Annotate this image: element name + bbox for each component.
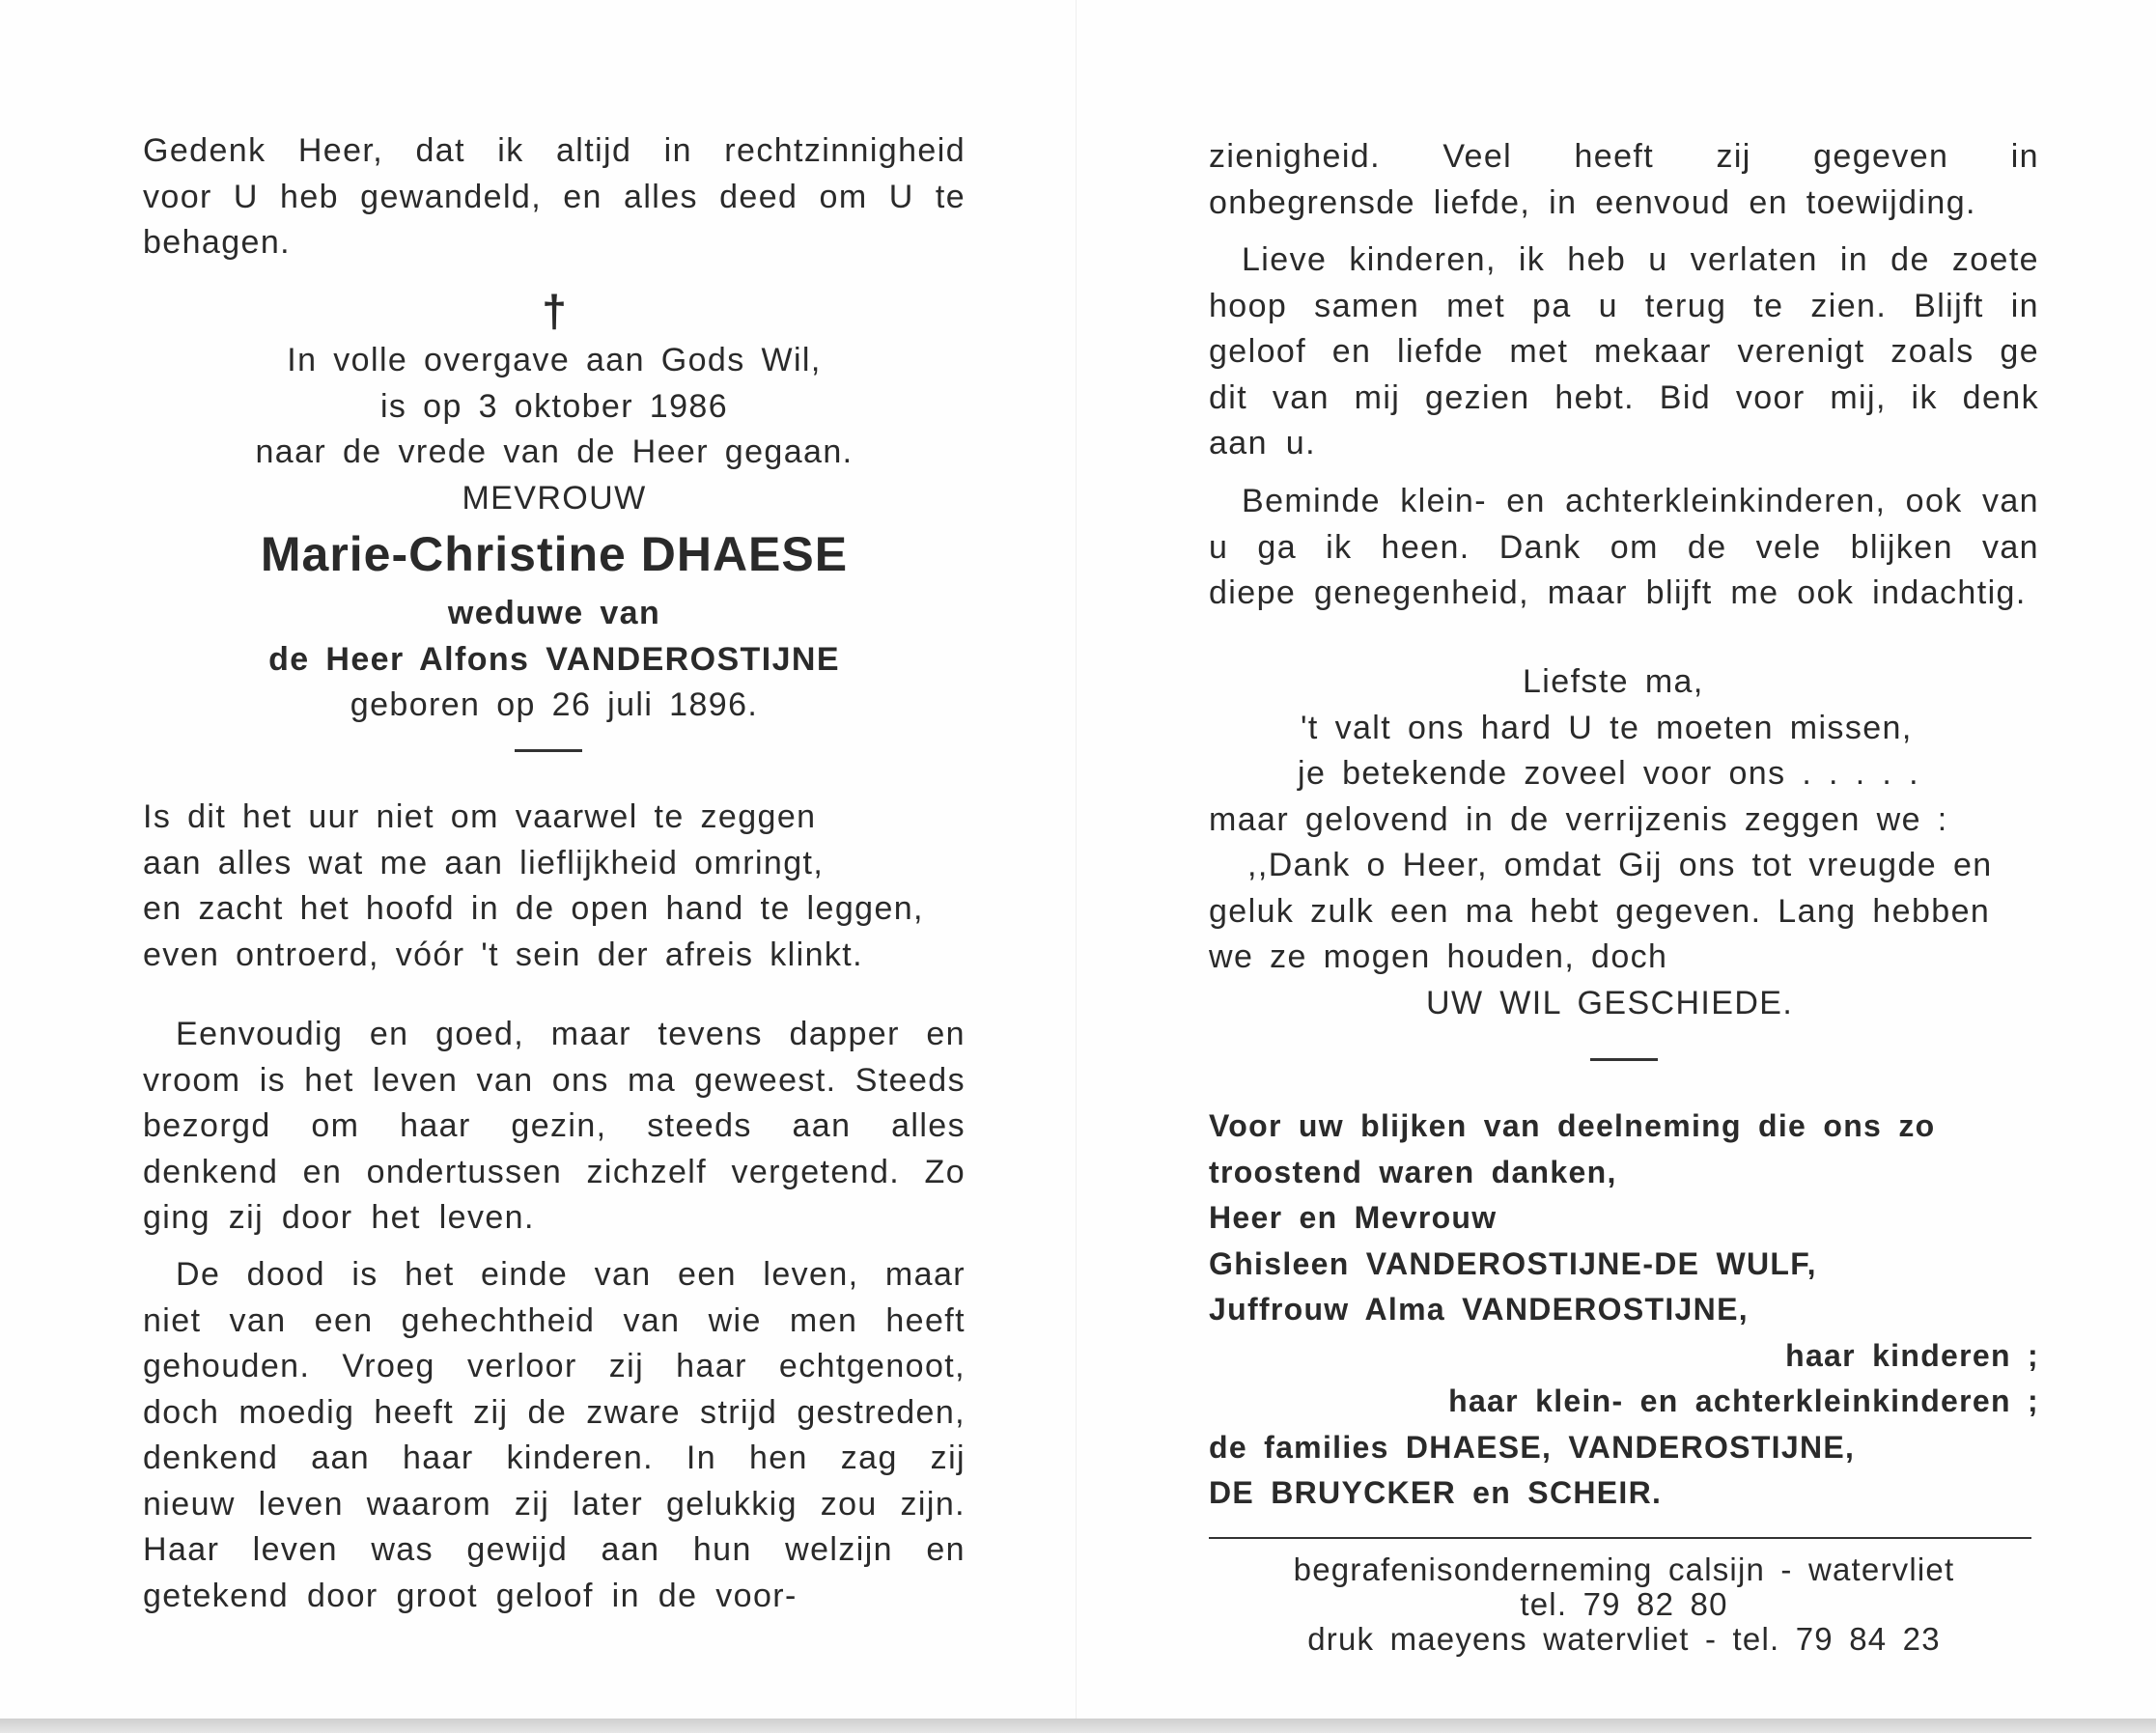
thanks-line: de families DHAESE, VANDEROSTIJNE,: [1209, 1429, 1856, 1465]
farewell: [1209, 659, 2039, 1026]
printer-line: druk maeyens watervliet - tel. 79 84 23: [1307, 1621, 1941, 1657]
message-to-grandchildren: Beminde klein- en achterkleinkinderen, ook van u ga ik heen. Dank om de vele blijken van diepe genegenheid, maar blijft me ook indachtig.: [1209, 483, 2039, 611]
poem-line: en zacht het hoofd in de open hand te leggen,: [143, 890, 924, 927]
thanks-line: DE BRUYCKER en SCHEIR.: [1209, 1475, 1663, 1510]
title-mevrouw: MEVROUW: [462, 479, 647, 517]
poem-line: aan alles wat me aan lieflijkheid omringt,: [143, 844, 825, 881]
thanks-line: troostend waren danken,: [1209, 1154, 1617, 1189]
thanks-line: Voor uw blijken van deelneming die ons zo: [1209, 1108, 1936, 1143]
farewell-line: je betekende zoveel voor ons . . . . .: [1298, 755, 1919, 792]
farewell-line: maar gelovend in de verrijzenis zeggen we :: [1209, 800, 1948, 838]
announcement-line: naar de vrede van de Heer gegaan.: [255, 433, 854, 470]
thanks-line: haar kinderen ;: [1785, 1337, 2039, 1373]
poem: [143, 795, 966, 978]
farewell-line: geluk zulk een ma hebt gegeven. Lang hebben: [1209, 892, 1991, 930]
divider-line: [1209, 1537, 2031, 1539]
deceased-name: Marie-Christine DHAESE: [260, 527, 849, 581]
tribute-paragraph: zienigheid. Veel heeft zij gegeven in onbegrensde liefde, in eenvoud en toewijding.: [1209, 138, 2039, 221]
widow-of: weduwe van: [447, 595, 661, 631]
family-thanks: [1209, 1104, 2039, 1517]
thanks-line: Ghisleen VANDEROSTIJNE-DE WULF,: [1209, 1245, 1817, 1281]
poem-line: even ontroerd, vóór 't sein der afreis klinkt.: [143, 936, 863, 973]
cross-icon: †: [542, 286, 567, 336]
thanks-line: Heer en Mevrouw: [1209, 1200, 1498, 1235]
announcement-line: In volle overgave aan Gods Wil,: [287, 342, 822, 378]
farewell-line: UW WIL GESCHIEDE.: [1426, 984, 1794, 1021]
farewell-line: we ze mogen houden, doch: [1209, 938, 1668, 975]
farewell-line: Liefste ma,: [1523, 663, 1704, 700]
prayer-text: Gedenk Heer, dat ik altijd in rechtzinnigheid voor U heb gewandeld, en alles deed om U te behagen.: [143, 132, 966, 261]
widow-info: [143, 591, 966, 683]
announcement-line: is op 3 oktober 1986: [379, 387, 729, 425]
printer-line: begrafenisonderneming calsijn - watervliet: [1293, 1551, 1955, 1587]
divider: [515, 749, 582, 752]
announcement: [143, 338, 966, 521]
printer-line: tel. 79 82 80: [1520, 1586, 1728, 1622]
card-edge: [0, 1719, 2156, 1733]
thanks-line: haar klein- en achterkleinkinderen ;: [1448, 1384, 2039, 1418]
printer-info: [1209, 1552, 2039, 1657]
birth-date: [143, 683, 966, 729]
farewell-line: ,,Dank o Heer, omdat Gij ons tot vreugde en: [1247, 847, 1993, 883]
farewell-line: 't valt ons hard U te moeten missen,: [1301, 709, 1913, 746]
poem-line: Is dit het uur niet om vaarwel te zeggen: [143, 798, 817, 835]
divider: [1590, 1058, 1658, 1061]
tribute-paragraph: Eenvoudig en goed, maar tevens dapper en vroom is het leven van ons ma geweest. Steeds bezorgd om haar gezin, steeds aan alles denkend en ondertussen zichzelf vergetend. Zo ging zij door het leven.: [143, 1016, 966, 1236]
message-to-children: Lieve kinderen, ik heb u verlaten in de zoete hoop samen met pa u terug te zien. Blijft in geloof en liefde met mekaar verenigt zoals ge dit van mij gezien hebt. Bid voor mij, ik denk aan u.: [1209, 241, 2039, 461]
fold-line: [1076, 0, 1077, 1719]
born-line: geboren op 26 juli 1896.: [350, 686, 759, 723]
husband-name: de Heer Alfons VANDEROSTIJNE: [268, 640, 840, 678]
tribute-paragraph: De dood is het einde van een leven, maar niet van een gehechtheid van wie men heeft gehouden. Vroeg verloor zij haar echtgenoot, doch moedig heeft zij de zware strijd gestreden, denkend aan haar kinderen. In hen zag zij nieuw leven waarom zij later gelukkig zou zijn. Haar leven was gewijd aan hun welzijn en getekend door groot geloof in de voor-: [143, 1256, 966, 1614]
thanks-line: Juffrouw Alma VANDEROSTIJNE,: [1209, 1292, 1749, 1327]
